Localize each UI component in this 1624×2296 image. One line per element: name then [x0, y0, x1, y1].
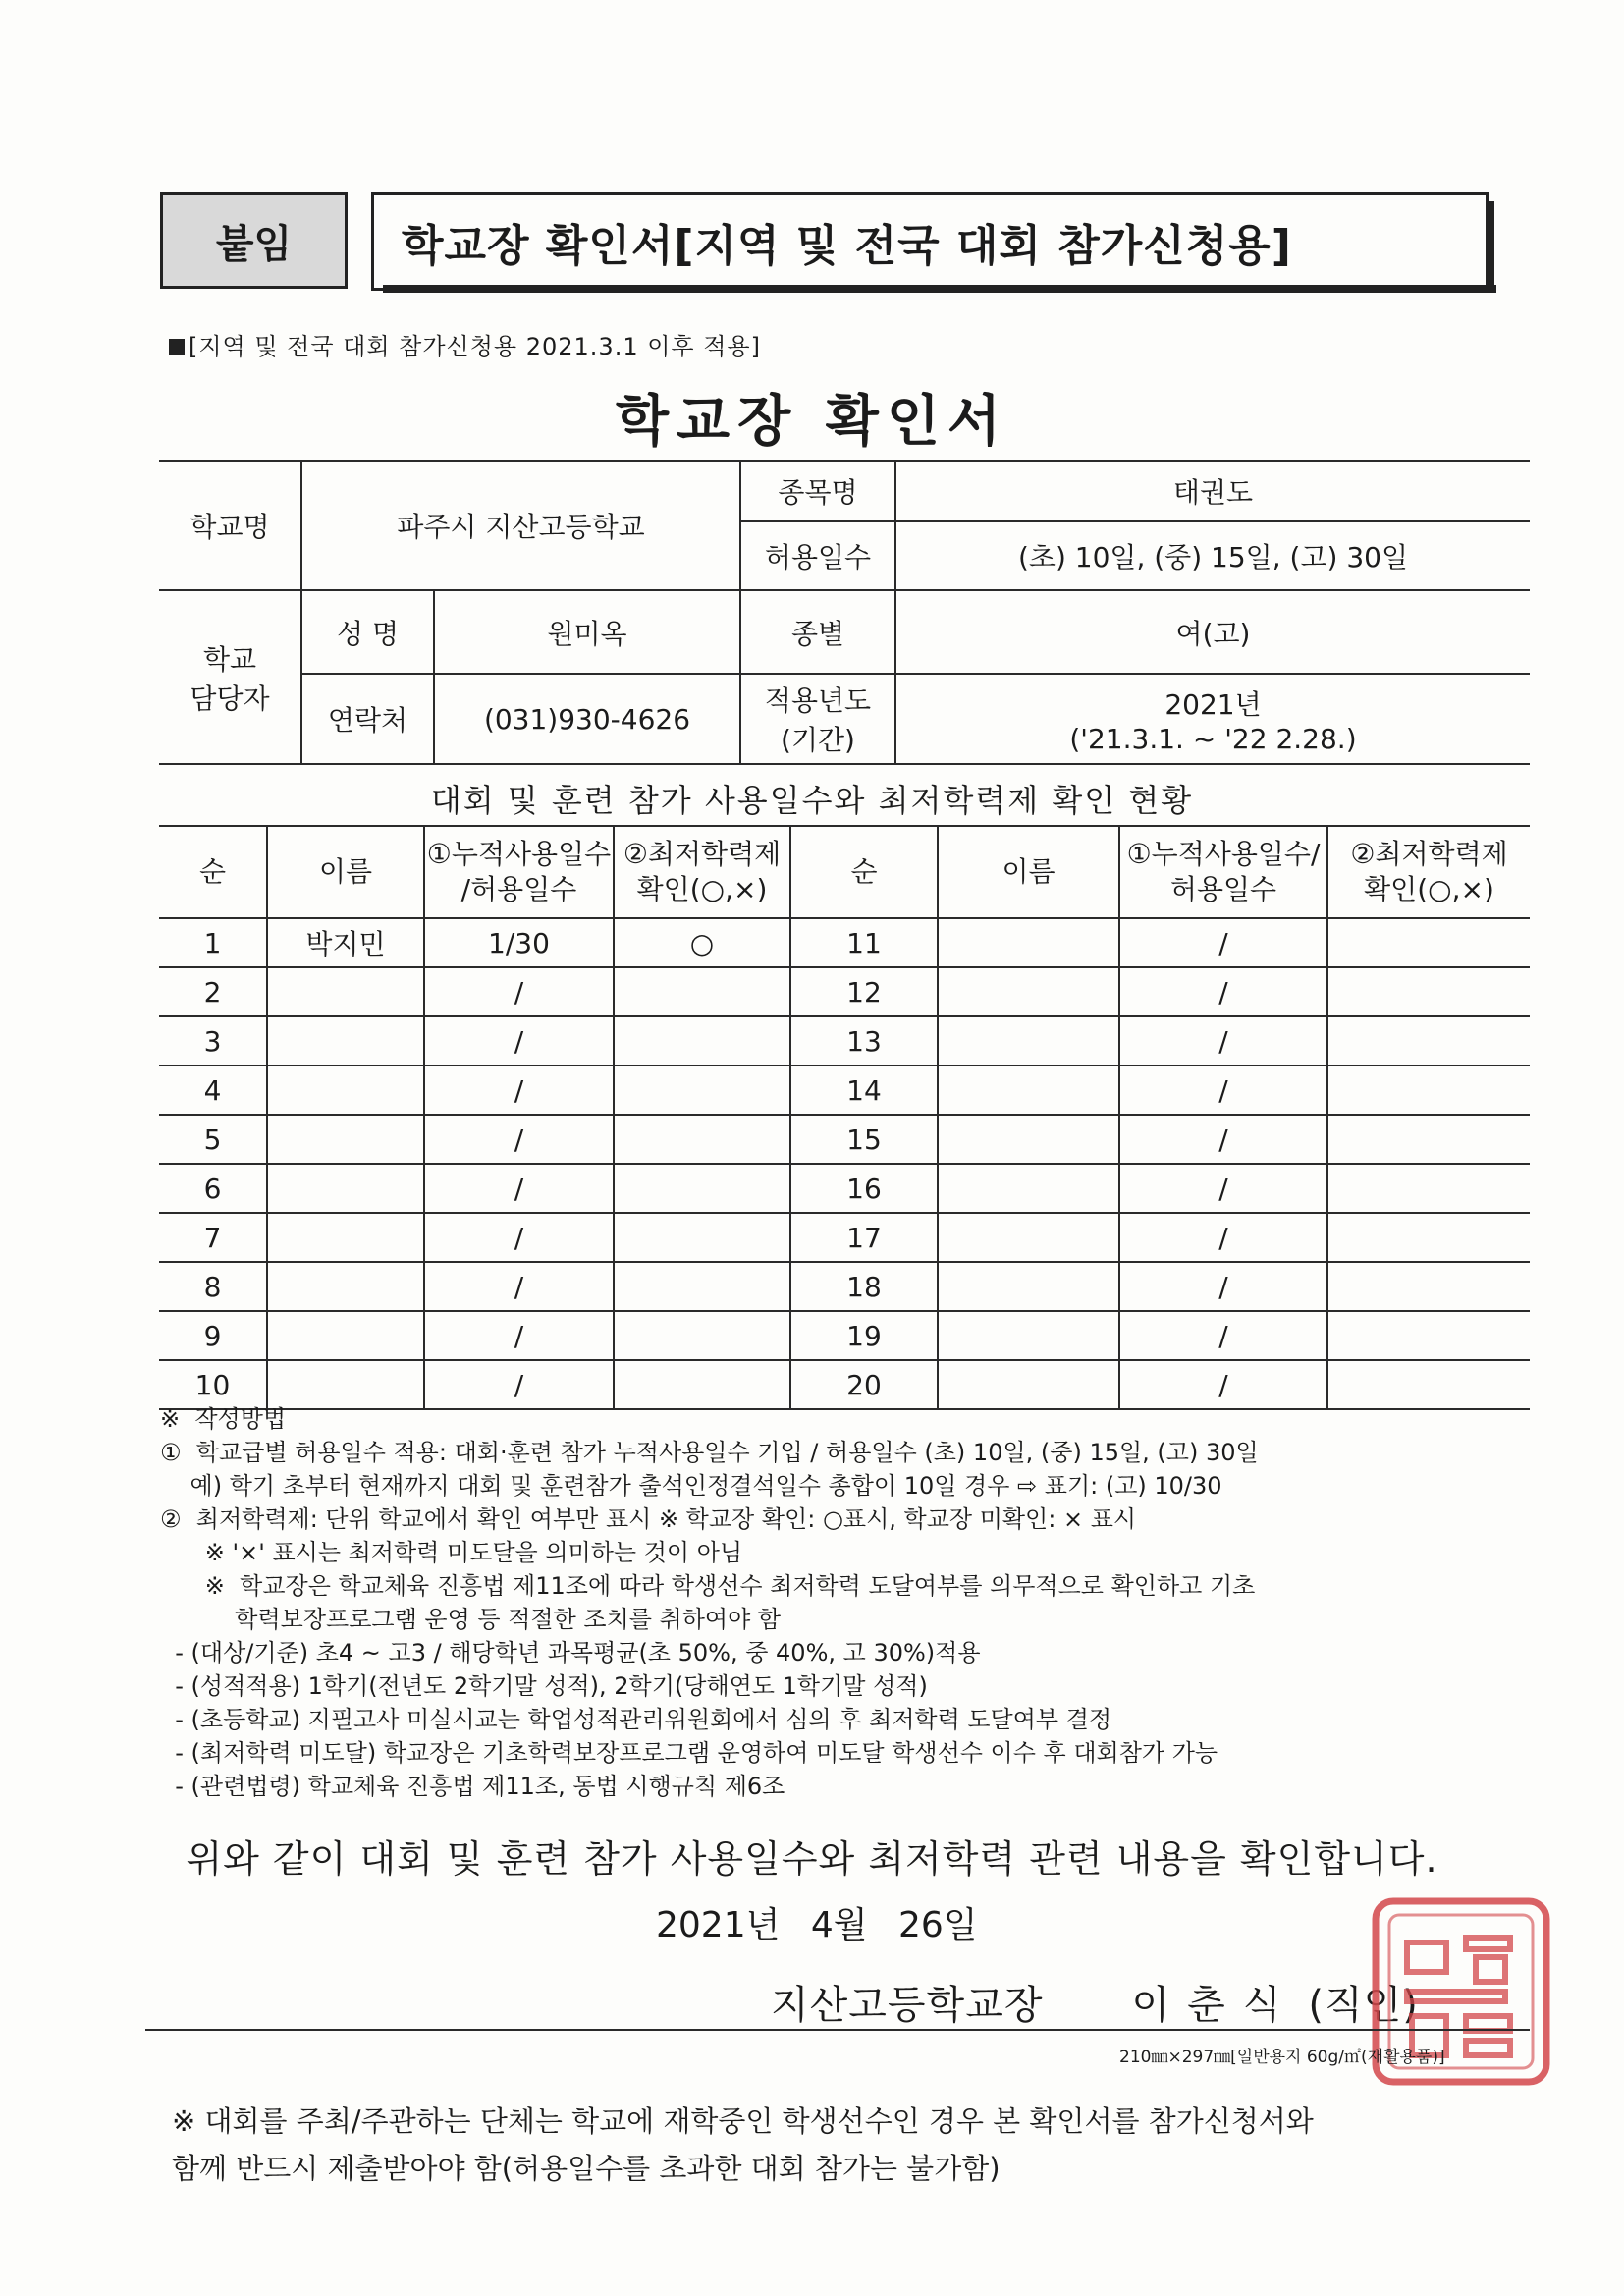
- footer-line: ※ 대회를 주최/주관하는 단체는 학교에 재학중인 학생선수인 경우 본 확인서를 참가신청서와: [172, 2105, 1314, 2138]
- row-number-left: 8: [159, 1262, 267, 1311]
- instruction-line: ② 최저학력제: 단위 학교에서 확인 여부만 표시 ※ 학교장 확인: ○표시, 학교장 미확인: × 표시: [160, 1505, 1137, 1533]
- instruction-line: - (성적적용) 1학기(전년도 2학기말 성적), 2학기(당해연도 1학기말 성적): [160, 1672, 928, 1700]
- used-days-right: /: [1119, 1262, 1327, 1311]
- min-achievement-check-left: ○: [614, 918, 790, 967]
- row-number-right: 15: [790, 1115, 938, 1164]
- min-achievement-check-right: [1327, 1213, 1530, 1262]
- row-number-left: 4: [159, 1066, 267, 1115]
- year-label-line1: 적용년도: [764, 684, 872, 717]
- footer-line: 함께 반드시 제출받아야 함(허용일수를 초과한 대회 참가는 불가함): [172, 2152, 1001, 2185]
- min-achievement-check-left: [614, 1164, 790, 1213]
- used-days-right: /: [1119, 1164, 1327, 1213]
- min-achievement-check-right: [1327, 1115, 1530, 1164]
- used-days-right: /: [1119, 1360, 1327, 1409]
- instruction-line: 학력보장프로그램 운영 등 적절한 조치를 취하여야 함: [160, 1606, 782, 1633]
- used-days-left: /: [424, 1164, 614, 1213]
- section-title: 대회 및 훈련 참가 사용일수와 최저학력제 확인 현황: [430, 782, 1194, 819]
- row-number-left: 2: [159, 967, 267, 1016]
- year-label: [740, 674, 895, 764]
- col-check-left: [614, 826, 790, 918]
- writing-instructions: [160, 1402, 1535, 1803]
- instruction-line: - (관련법령) 학교체육 진흥법 제11조, 동법 시행규칙 제6조: [160, 1773, 785, 1800]
- min-achievement-check-right: [1327, 1066, 1530, 1115]
- student-name-left: [267, 1016, 424, 1066]
- info-table: [159, 460, 1530, 765]
- issue-date: 2021년 4월 26일: [656, 1905, 978, 1945]
- name-label: 성 명: [301, 590, 434, 674]
- table-row: [159, 1262, 1530, 1311]
- student-name-right: [938, 1115, 1119, 1164]
- row-number-right: 14: [790, 1066, 938, 1115]
- instruction-line: - (최저학력 미도달) 학교장은 기초학력보장프로그램 운영하여 미도달 학생선수 이수 후 대회참가 가능: [160, 1739, 1218, 1767]
- student-name-right: [938, 1311, 1119, 1360]
- instruction-line: - (대상/기준) 초4 ~ 고3 / 해당학년 과목평균(초 50%, 중 40%, 고 30%)적용: [160, 1639, 981, 1667]
- row-number-left: 6: [159, 1164, 267, 1213]
- contact-label: 연락처: [301, 674, 434, 764]
- used-days-right: /: [1119, 918, 1327, 967]
- table-row: [159, 1213, 1530, 1262]
- used-days-right: /: [1119, 967, 1327, 1016]
- student-name-right: [938, 1016, 1119, 1066]
- manager-label-line2: 담당자: [189, 682, 270, 715]
- col-no-left: 순: [159, 826, 267, 918]
- attachment-label: 붙임: [160, 192, 348, 289]
- year-value-line1: 2021년: [1164, 687, 1262, 721]
- min-achievement-check-left: [614, 1115, 790, 1164]
- col-days-left-line1: ①누적사용일수: [426, 838, 612, 870]
- col-days-right-line2: 허용일수: [1169, 873, 1277, 905]
- allowed-days-label: 허용일수: [740, 521, 895, 590]
- square-bullet-icon: [169, 339, 185, 355]
- category-value: 여(고): [895, 590, 1530, 674]
- title-shadow: [1487, 201, 1494, 293]
- row-number-left: 3: [159, 1016, 267, 1066]
- instruction-line: 예) 학기 초부터 현재까지 대회 및 훈련참가 출석인정결석일수 총합이 10일 경우 ⇨ 표기: (고) 10/30: [160, 1472, 1222, 1500]
- min-achievement-check-left: [614, 1262, 790, 1311]
- school-label: 학교명: [159, 461, 301, 590]
- min-achievement-check-left: [614, 1016, 790, 1066]
- document-title: 학교장 확인서: [615, 390, 1009, 454]
- used-days-left: /: [424, 1016, 614, 1066]
- category-label: 종별: [740, 590, 895, 674]
- bottom-divider: [145, 2029, 1530, 2031]
- used-days-left: /: [424, 1262, 614, 1311]
- student-name-left: [267, 1262, 424, 1311]
- student-name-left: [267, 1066, 424, 1115]
- min-achievement-check-right: [1327, 967, 1530, 1016]
- seal-label: (직인): [1308, 1983, 1419, 2028]
- allowed-days-value: (초) 10일, (중) 15일, (고) 30일: [895, 521, 1530, 590]
- used-days-left: /: [424, 1311, 614, 1360]
- used-days-left: /: [424, 967, 614, 1016]
- footer-note: [172, 2098, 1537, 2192]
- row-number-right: 18: [790, 1262, 938, 1311]
- student-name-left: [267, 967, 424, 1016]
- usage-header-row: [159, 826, 1530, 918]
- used-days-left: /: [424, 1213, 614, 1262]
- col-check-right-line2: 확인(○,×): [1364, 873, 1494, 905]
- year-label-line2: (기간): [781, 724, 855, 756]
- min-achievement-check-right: [1327, 1016, 1530, 1066]
- school-value: 파주시 지산고등학교: [301, 461, 740, 590]
- principal-signature: [771, 1974, 1419, 2030]
- table-row: [159, 967, 1530, 1016]
- year-value: [895, 674, 1530, 764]
- row-number-right: 19: [790, 1311, 938, 1360]
- min-achievement-check-left: [614, 1066, 790, 1115]
- min-achievement-check-right: [1327, 918, 1530, 967]
- student-name-left: [267, 1115, 424, 1164]
- col-days-left-line2: /허용일수: [460, 873, 577, 905]
- used-days-right: /: [1119, 1066, 1327, 1115]
- sport-label: 종목명: [740, 461, 895, 521]
- contact-value: (031)930-4626: [434, 674, 740, 764]
- title-shadow: [383, 285, 1496, 293]
- instruction-line: - (초등학교) 지필고사 미실시교는 학업성적관리위원회에서 심의 후 최저학력 도달여부 결정: [160, 1706, 1112, 1733]
- col-check-left-line1: ②최저학력제: [623, 838, 782, 870]
- min-achievement-check-right: [1327, 1311, 1530, 1360]
- student-name-left: [267, 1213, 424, 1262]
- row-number-right: 11: [790, 918, 938, 967]
- min-achievement-check-left: [614, 1311, 790, 1360]
- student-name-right: [938, 1066, 1119, 1115]
- min-achievement-check-left: [614, 967, 790, 1016]
- table-row: [159, 1115, 1530, 1164]
- col-check-right: [1327, 826, 1530, 918]
- instruction-line: ① 학교급별 허용일수 적용: 대회·훈련 참가 누적사용일수 기입 / 허용일수 (초) 10일, (중) 15일, (고) 30일: [160, 1439, 1259, 1466]
- table-row: [159, 1311, 1530, 1360]
- used-days-right: /: [1119, 1213, 1327, 1262]
- student-name-right: [938, 1164, 1119, 1213]
- row-number-right: 16: [790, 1164, 938, 1213]
- row-number-right: 12: [790, 967, 938, 1016]
- col-days-right: [1119, 826, 1327, 918]
- instruction-line: ※ '×' 표시는 최저학력 미도달을 의미하는 것이 아님: [160, 1539, 743, 1566]
- student-name-right: [938, 1262, 1119, 1311]
- student-name-left: [267, 1311, 424, 1360]
- min-achievement-check-right: [1327, 1164, 1530, 1213]
- header-title: 학교장 확인서[지역 및 전국 대회 참가신청용]: [371, 192, 1489, 291]
- applicability-note-text: [지역 및 전국 대회 참가신청용 2021.3.1 이후 적용]: [189, 333, 761, 360]
- table-row: [159, 1066, 1530, 1115]
- student-name-left: 박지민: [267, 918, 424, 967]
- table-row: [159, 918, 1530, 967]
- col-check-left-line2: 확인(○,×): [636, 873, 768, 905]
- col-check-right-line1: ②최저학력제: [1350, 838, 1508, 870]
- min-achievement-check-left: [614, 1213, 790, 1262]
- principal-name: 이춘식: [1131, 1983, 1299, 2028]
- instruction-line: ※ 작성방법: [160, 1405, 287, 1433]
- student-name-right: [938, 918, 1119, 967]
- row-number-left: 7: [159, 1213, 267, 1262]
- row-number-right: 20: [790, 1360, 938, 1409]
- col-no-right: 순: [790, 826, 938, 918]
- col-name-right: 이름: [938, 826, 1119, 918]
- used-days-right: /: [1119, 1016, 1327, 1066]
- row-number-right: 17: [790, 1213, 938, 1262]
- usage-table: [159, 825, 1530, 1410]
- used-days-left: 1/30: [424, 918, 614, 967]
- name-value: 원미옥: [434, 590, 740, 674]
- used-days-left: /: [424, 1360, 614, 1409]
- col-days-left: [424, 826, 614, 918]
- student-name-right: [938, 967, 1119, 1016]
- sport-value: 태권도: [895, 461, 1530, 521]
- paper-spec: 210㎜×297㎜[일반용지 60g/㎡(재활용품)]: [1119, 2048, 1445, 2067]
- col-name-left: 이름: [267, 826, 424, 918]
- row-number-left: 9: [159, 1311, 267, 1360]
- used-days-right: /: [1119, 1311, 1327, 1360]
- row-number-right: 13: [790, 1016, 938, 1066]
- manager-label-line1: 학교: [202, 642, 257, 676]
- student-name-left: [267, 1164, 424, 1213]
- min-achievement-check-right: [1327, 1262, 1530, 1311]
- applicability-note: [169, 327, 761, 361]
- table-row: [159, 1016, 1530, 1066]
- used-days-right: /: [1119, 1115, 1327, 1164]
- used-days-left: /: [424, 1115, 614, 1164]
- row-number-left: 10: [159, 1360, 267, 1409]
- confirmation-statement: 위와 같이 대회 및 훈련 참가 사용일수와 최저학력 관련 내용을 확인합니다.: [186, 1837, 1438, 1881]
- student-name-right: [938, 1213, 1119, 1262]
- manager-label: [159, 590, 301, 764]
- used-days-left: /: [424, 1066, 614, 1115]
- table-row: [159, 1164, 1530, 1213]
- instruction-line: ※ 학교장은 학교체육 진흥법 제11조에 따라 학생선수 최저학력 도달여부를 의무적으로 확인하고 기초: [160, 1572, 1256, 1600]
- principal-title: 지산고등학교장: [771, 1983, 1044, 2028]
- year-value-line2: ('21.3.1. ~ '22 2.28.): [1069, 722, 1357, 755]
- row-number-left: 1: [159, 918, 267, 967]
- row-number-left: 5: [159, 1115, 267, 1164]
- col-days-right-line1: ①누적사용일수/: [1126, 838, 1321, 870]
